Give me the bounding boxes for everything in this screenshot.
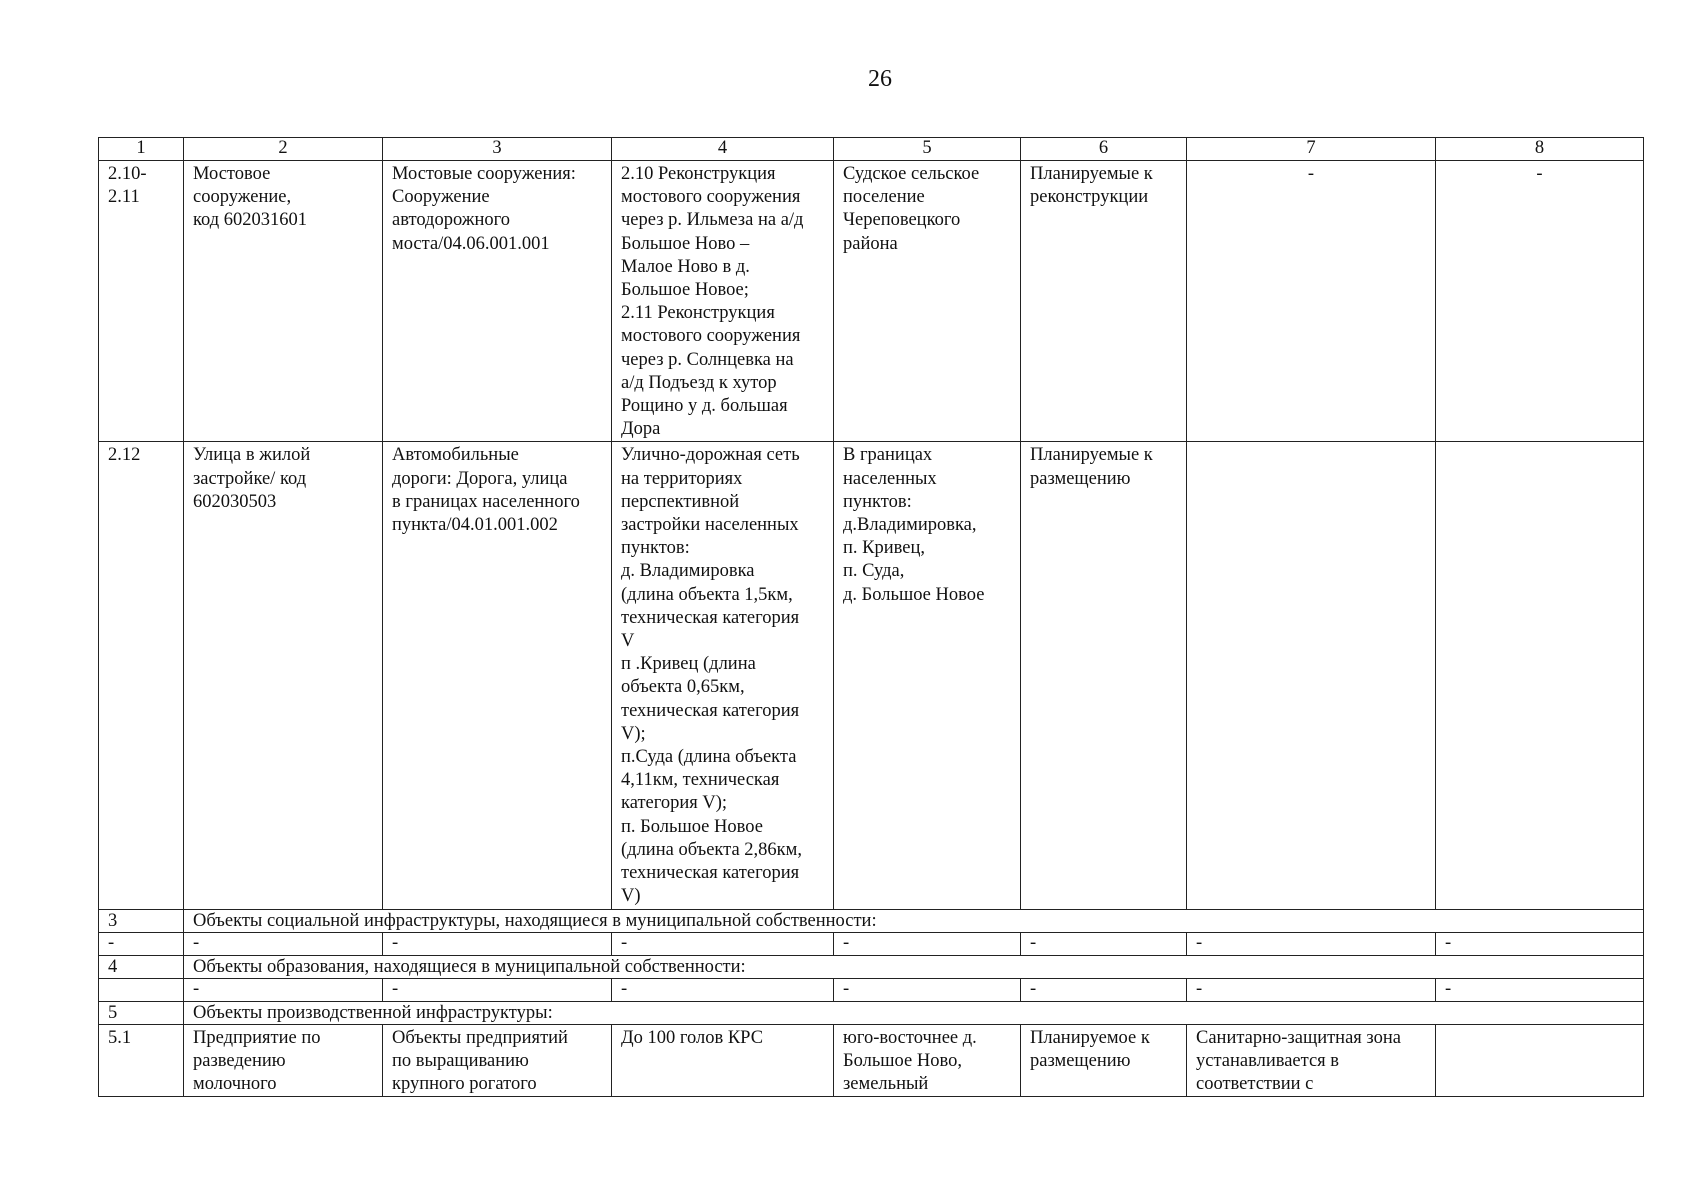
object-status: Планируемые к реконструкции bbox=[1021, 161, 1187, 442]
column-number: 1 bbox=[99, 138, 184, 161]
table-cell: - bbox=[184, 932, 383, 955]
table-row-empty bbox=[99, 978, 1644, 1001]
object-type: Улица в жилой застройке/ код 602030503 bbox=[184, 442, 383, 909]
column-number: 8 bbox=[1436, 138, 1644, 161]
object-note bbox=[1436, 1024, 1644, 1097]
object-status: Планируемое к размещению bbox=[1021, 1024, 1187, 1097]
table-row-bridge bbox=[99, 161, 1644, 442]
column-number: 2 bbox=[184, 138, 383, 161]
object-location: В границах населенных пунктов: д.Владимировка, п. Кривец, п. Суда, д. Большое Новое bbox=[834, 442, 1021, 909]
item-number: 2.12 bbox=[99, 442, 184, 909]
object-note: - bbox=[1436, 161, 1644, 442]
column-number-row bbox=[99, 138, 1644, 161]
table-cell: - bbox=[184, 978, 383, 1001]
table-cell bbox=[99, 978, 184, 1001]
column-number: 5 bbox=[834, 138, 1021, 161]
item-number: 5.1 bbox=[99, 1024, 184, 1097]
section-number: 3 bbox=[99, 909, 184, 932]
table-cell: - bbox=[1187, 978, 1436, 1001]
object-location: юго-восточнее д. Большое Ново, земельный bbox=[834, 1024, 1021, 1097]
table-cell: - bbox=[834, 978, 1021, 1001]
table-row-dairy bbox=[99, 1024, 1644, 1097]
column-number: 7 bbox=[1187, 138, 1436, 161]
section-row-social bbox=[99, 909, 1644, 932]
table-cell: - bbox=[383, 978, 612, 1001]
table-cell: - bbox=[1187, 932, 1436, 955]
object-type: Предприятие по разведению молочного bbox=[184, 1024, 383, 1097]
object-kind: Автомобильные дороги: Дорога, улица в границах населенного пункта/04.01.001.002 bbox=[383, 442, 612, 909]
object-description: До 100 голов КРС bbox=[612, 1024, 834, 1097]
object-description: Улично-дорожная сеть на территориях перспективной застройки населенных пунктов: д. Владимировка (длина объекта 1,5км, техническая категория V п .Кривец (длина объекта 0,65км, техническая категория V); п.Суда (длина объекта 4,11км, техническая категория V); п. Большое Новое (длина объекта 2,86км, техническая категория V) bbox=[612, 442, 834, 909]
object-zone: Санитарно-защитная зона устанавливается в соответствии с bbox=[1187, 1024, 1436, 1097]
table-cell: - bbox=[612, 978, 834, 1001]
column-number: 6 bbox=[1021, 138, 1187, 161]
object-kind: Мостовые сооружения: Сооружение автодорожного моста/04.06.001.001 bbox=[383, 161, 612, 442]
section-number: 5 bbox=[99, 1001, 184, 1024]
table-cell: - bbox=[99, 932, 184, 955]
table-cell: - bbox=[612, 932, 834, 955]
column-number: 4 bbox=[612, 138, 834, 161]
object-note bbox=[1436, 442, 1644, 909]
planning-table bbox=[98, 137, 1644, 1097]
table-row-street bbox=[99, 442, 1644, 909]
table-cell: - bbox=[1436, 932, 1644, 955]
table-cell: - bbox=[383, 932, 612, 955]
section-row-education bbox=[99, 955, 1644, 978]
object-status: Планируемые к размещению bbox=[1021, 442, 1187, 909]
object-kind: Объекты предприятий по выращиванию крупного рогатого bbox=[383, 1024, 612, 1097]
section-number: 4 bbox=[99, 955, 184, 978]
table-cell: - bbox=[1021, 932, 1187, 955]
section-title: Объекты производственной инфраструктуры: bbox=[184, 1001, 1644, 1024]
section-title: Объекты образования, находящиеся в муниципальной собственности: bbox=[184, 955, 1644, 978]
page-number: 26 bbox=[868, 66, 892, 92]
table-row-empty bbox=[99, 932, 1644, 955]
section-title: Объекты социальной инфраструктуры, находящиеся в муниципальной собственности: bbox=[184, 909, 1644, 932]
object-zone: - bbox=[1187, 161, 1436, 442]
table-cell: - bbox=[1436, 978, 1644, 1001]
column-number: 3 bbox=[383, 138, 612, 161]
object-location: Судское сельское поселение Череповецкого района bbox=[834, 161, 1021, 442]
table-cell: - bbox=[1021, 978, 1187, 1001]
object-description: 2.10 Реконструкция мостового сооружения через р. Ильмеза на а/д Большое Ново – Малое Ново в д. Большое Новое; 2.11 Реконструкция мостового сооружения через р. Солнцевка на а/д Подъезд к хутор Рощино у д. большая Дора bbox=[612, 161, 834, 442]
section-row-production bbox=[99, 1001, 1644, 1024]
object-zone bbox=[1187, 442, 1436, 909]
item-number: 2.10- 2.11 bbox=[99, 161, 184, 442]
table-cell: - bbox=[834, 932, 1021, 955]
object-type: Мостовое сооружение, код 602031601 bbox=[184, 161, 383, 442]
